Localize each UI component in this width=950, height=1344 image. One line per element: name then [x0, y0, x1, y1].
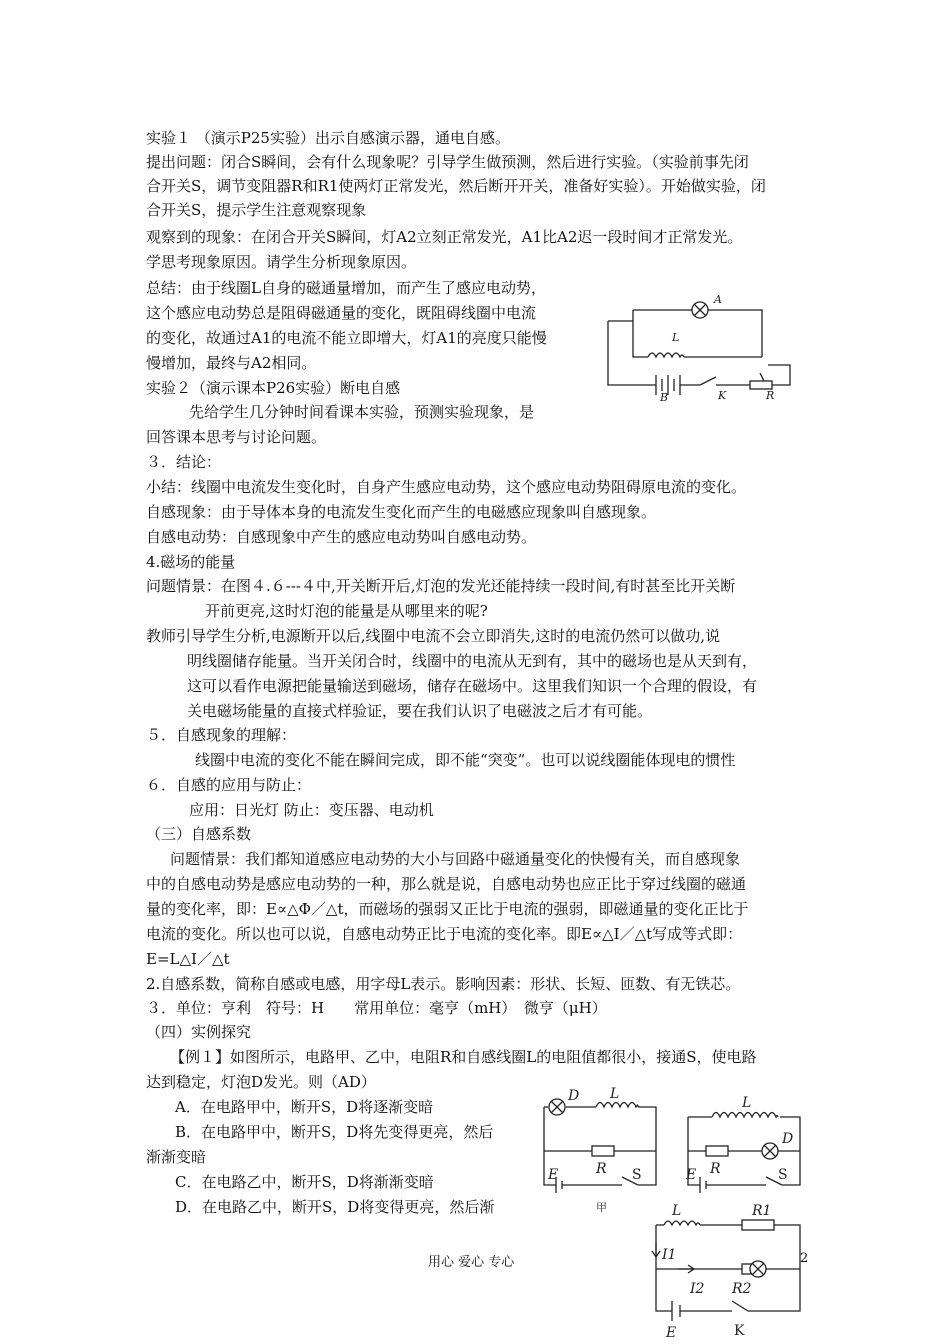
text-line: 实验１ （演示P25实验）出示自感演示器，通电自感。: [146, 129, 510, 147]
label-R2: R2: [732, 1281, 752, 1297]
page-footer: 用心 爱心 专心: [428, 1255, 515, 1270]
label-S: S: [778, 1167, 788, 1183]
inductor-coil: [648, 353, 684, 357]
text-line: （四）实例探究: [146, 1023, 252, 1041]
text-line: 小结：线圈中电流发生变化时，自身产生感应电动势，这个感应电动势阻碍原电流的变化。: [146, 478, 747, 496]
text-line: ６．自感的应用与防止：: [146, 776, 312, 794]
page-number: 2: [800, 1251, 809, 1266]
circuit-diagram-example: [648, 1195, 808, 1340]
inductor-coil: [712, 1113, 778, 1118]
label-L: L: [610, 1086, 620, 1102]
text-line: 问题情景：我们都知道感应电动势的大小与回路中磁通量变化的快慢有关，而自感现象: [170, 850, 741, 868]
text-line: 中的自感电动势是感应电动势的一种，那么就是说，自感电动势也应正比于穿过线圈的磁通: [146, 875, 747, 893]
text-line: 的变化，故通过A1的电流不能立即增大，灯A1的亮度只能慢: [146, 329, 547, 347]
text-line: 回答课本思考与讨论问题。: [146, 428, 327, 446]
text-line: B．在电路甲中，断开S，D将先变得更亮，然后: [175, 1123, 494, 1141]
label-E: E: [666, 1325, 677, 1340]
text-line: 【例１】如图所示，电路甲、乙中，电阻R和自感线圈L的电阻值都很小，接通S，使电路: [170, 1048, 757, 1066]
circuit-diagram-jia: [538, 1085, 663, 1215]
text-line: 总结：由于线圈L自身的磁通量增加，而产生了感应电动势，: [146, 279, 546, 297]
text-line: 教师引导学生分析,电源断开以后,线圈中电流不会立即消失,这时的电流仍然可以做功,说: [146, 627, 721, 645]
text-line: A．在电路甲中，断开S，D将逐渐变暗: [175, 1098, 434, 1116]
text-line: 达到稳定，灯泡D发光。则（AD）: [146, 1073, 376, 1091]
label-A: A: [714, 293, 722, 306]
label-R: R: [710, 1161, 721, 1177]
label-I2: I2: [690, 1281, 705, 1297]
text-line: 开前更亮,这时灯泡的能量是从哪里来的呢?: [205, 602, 488, 620]
label-R: R: [596, 1161, 607, 1177]
text-line: ３．结论：: [146, 453, 222, 471]
label-L: L: [672, 331, 680, 344]
text-line: 这可以看作电源把能量输送到磁场，储存在磁场中。这里我们知识一个合理的假设，有: [187, 677, 758, 695]
label-E: E: [686, 1167, 697, 1183]
text-line: 关电磁场能量的直接式样验证，要在我们认识了电磁波之后才有可能。: [187, 702, 653, 720]
text-line: （三）自感系数: [146, 825, 252, 843]
text-line: ３．单位：亨利 符号：H 常用单位：毫亨（mH） 微亨（μH）: [146, 999, 607, 1017]
inductor-coil: [596, 1103, 638, 1108]
label-I1: I1: [662, 1247, 677, 1263]
label-E: E: [548, 1167, 559, 1183]
text-line: 慢增加，最终与A2相同。: [146, 354, 317, 372]
text-line: 应用：日光灯 防止：变压器、电动机: [189, 801, 434, 819]
text-line: 合开关S，调节变阻器R和R1使两灯正常发光，然后断开开关，准备好实验）。开始做实验，闭: [146, 177, 766, 195]
text-line: 自感现象：由于导体本身的电流发生变化而产生的电磁感应现象叫自感现象。: [146, 503, 657, 521]
text-line: 电流的变化。所以也可以说，自感电动势正比于电流的变化率。即E∝△I／△t写成等式即：: [146, 925, 743, 943]
text-line: 量的变化率，即：E∝△Φ／△t，而磁场的强弱又正比于电流的强弱，即磁通量的变化正比于: [146, 900, 749, 918]
text-line: 4.磁场的能量: [146, 553, 236, 571]
text-line: 提出问题：闭合S瞬间，会有什么现象呢？引导学生做预测，然后进行实验。（实验前事先闭: [146, 153, 749, 171]
label-K: K: [718, 389, 727, 402]
text-line: 观察到的现象：在闭合开关S瞬间，灯A2立刻正常发光，A1比A2迟一段时间才正常发光。: [146, 228, 743, 246]
text-line: 2.自感系数，简称自感或电感，用字母L表示。影响因素：形状、长短、匝数、有无铁芯。: [146, 975, 741, 993]
text-line: D．在电路乙中，断开S，D将变得更亮，然后渐: [175, 1198, 495, 1216]
text-line: 学思考现象原因。请学生分析现象原因。: [146, 253, 417, 271]
text-line: ５．自感现象的理解：: [146, 726, 297, 744]
inductor-coil: [664, 1221, 700, 1225]
label-B: B: [660, 391, 669, 403]
label-D: D: [568, 1088, 580, 1104]
label-R: R: [766, 389, 775, 402]
text-line: C．在电路乙中，断开S，D将渐渐变暗: [175, 1173, 434, 1191]
text-line: E=L△I／△t: [146, 950, 230, 968]
label-K: K: [734, 1323, 745, 1339]
text-line: 实验２（演示课本P26实验）断电自感: [146, 379, 401, 397]
label-R1: R1: [752, 1203, 772, 1219]
text-line: 先给学生几分钟时间看课本实验，预测实验现象，是: [189, 403, 535, 421]
circuit-diagram-inductance-demo: [600, 285, 800, 403]
text-line: 线圈中电流的变化不能在瞬间完成，即不能“突变”。也可以说线圈能体现电的惯性: [195, 751, 736, 769]
text-line: 明线圈储存能量。当开关闭合时，线圈中的电流从无到有，其中的磁场也是从天到有，: [187, 652, 758, 670]
label-L: L: [672, 1203, 682, 1219]
caption-jia: 甲: [596, 1201, 607, 1214]
label-L: L: [742, 1095, 752, 1111]
circuit-diagram-yi: [682, 1085, 807, 1195]
text-line: 这个感应电动势总是阻碍磁通量的变化，既阻碍线圈中电流: [146, 304, 537, 322]
text-line: 自感电动势：自感现象中产生的感应电动势叫自感电动势。: [146, 528, 537, 546]
label-S: S: [632, 1167, 642, 1183]
text-line: 渐渐变暗: [146, 1148, 207, 1166]
text-line: 问题情景：在图４.６---４中,开关断开后,灯泡的发光还能持续一段时间,有时甚至比开关断: [146, 577, 736, 595]
label-D: D: [782, 1131, 794, 1147]
text-line: 合开关S，提示学生注意观察现象: [146, 201, 367, 219]
